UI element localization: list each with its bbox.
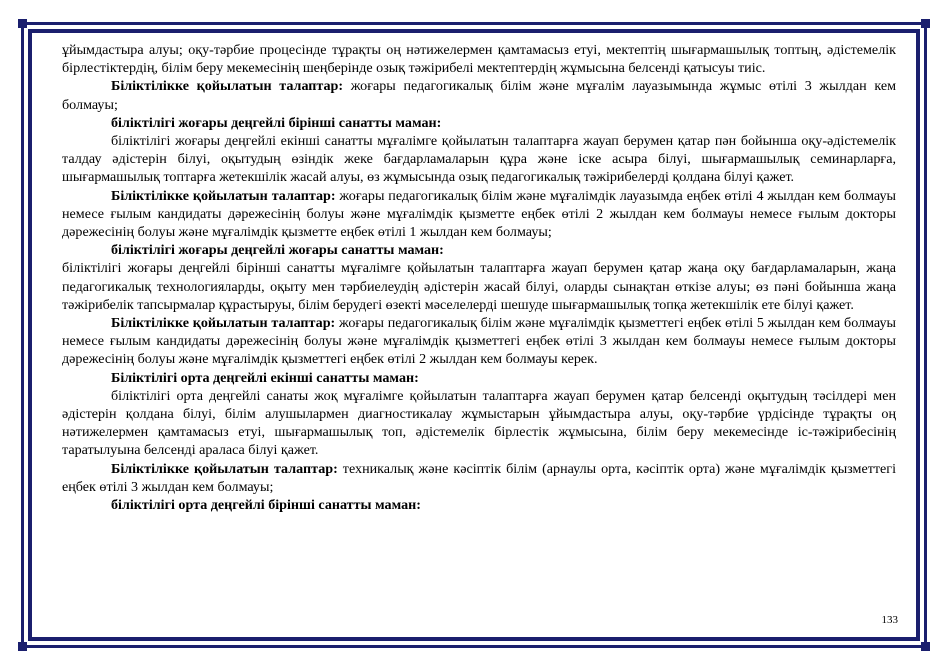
- requirements-paragraph: [62, 314, 896, 369]
- section-heading: біліктілігі орта деңгейлі бірінші санатты маман:: [111, 497, 421, 514]
- requirements-heading: Біліктілікке қойылатын талаптар:: [111, 460, 338, 477]
- requirements-heading: Біліктілікке қойылатын талаптар:: [111, 187, 336, 204]
- requirements-heading: Біліктілікке қойылатын талаптар:: [111, 315, 336, 332]
- page-number: 133: [881, 614, 898, 626]
- section-heading: біліктілігі жоғары деңгейлі жоғары санатты маман:: [111, 242, 444, 259]
- section-heading: Біліктілігі орта деңгейлі екінші санатты маман:: [111, 369, 419, 386]
- section-heading: біліктілігі жоғары деңгейлі бірінші санатты маман:: [111, 114, 442, 131]
- requirements-text: жоғары педагогикалық білім және мұғалімдік қызметтегі еңбек өтілі 5 жылдан кем болмауы немесе ғылым кандидаты дәрежесінің болуы және мұғалімдік қызметтегі еңбек өтілі 3 жылдан кем болмауы немесе ғылым докторы дәрежесінің болуы және мұғалімдік қызметтегі еңбек өтілі 2 жылдан кем болмауы керек.: [62, 315, 896, 368]
- requirements-text: жоғары педагогикалық білім және мұғалім лауазымында жұмыс өтілі 3 жылдан кем болмауы;: [62, 78, 896, 113]
- body-paragraph: біліктілігі жоғары деңгейлі бірінші санатты мұғалімге қойылатын талаптарға жауап берумен қатар жаңа оқу бағдарламаларын, жаңа педагогикалық технологияларды, оқыту мен тәрбиелеудің әдістерін жасай білуі, оларды сынақтан өткізе алуы; өз пәні бойынша жаңа тәжірибелік тапсырмалар құрастыруы, білім берудегі өзекті мәселелерді шешуде шығармашылық топқа жетекшілік ете білуі қажет.: [62, 260, 896, 313]
- corner-ornament: [18, 642, 27, 651]
- body-paragraph: біліктілігі орта деңгейлі санаты жоқ мұғалімге қойылатын талаптарға жауап берумен қатар белсенді оқытудың тәсілдері мен әдістерін қолдана білуі, білім алушылармен диагностикалау жұмыстарын ұйымдастыра алуы, оқу-тәрбие үрдісінде тұрақты оң нәтижелермен қамтамасыз етуі, шығармашылық топ, әдістемелік бірлестік жұмысына, білім беру мекемесінде іс-тәжірибесінің таратылуына белсенді араласа білуі қажет.: [62, 387, 896, 459]
- body-paragraph: біліктілігі жоғары деңгейлі екінші санатты мұғалімге қойылатын талаптарға жауап берумен қатар пән бойынша оқу-әдістемелік талдау әдістерін білуі, оқытудың өзіндік жеке бағдарламаларын құра және іске асыра білуі, шығармашылық семинарларға, шығармашылық топтарға жетекшілік жасай алуы, өз жұмысында озық педагогикалық тәжірибелерді қолдана білуі қажет.: [62, 133, 896, 186]
- corner-ornament: [921, 642, 930, 651]
- requirements-heading: Біліктілікке қойылатын талаптар:: [111, 78, 344, 95]
- paragraph-continuation: ұйымдастыра алуы; оқу-тәрбие процесінде тұрақты оң нәтижелермен қамтамасыз етуі, мектептің шығармашылық топтың, әдістемелік бірлестіктердің, білім беру мекемесінің шеңберінде озық тәжірибелі мектептердің жұмысына белсенді қатысуы тиіс.: [62, 42, 896, 77]
- requirements-text: жоғары педагогикалық білім және мұғалімдік лауазымда еңбек өтілі 4 жылдан кем болмауы немесе ғылым кандидаты дәрежесінің болуы және мұғалімдік қызметте еңбек өтілі 2 жылдан кем болмауы немесе ғылым докторы дәрежесінің болуы және мұғалімдік қызметте еңбек өтілі 1 жылдан кем болмауы;: [62, 187, 896, 241]
- document-body: [62, 41, 896, 514]
- requirements-paragraph: [62, 187, 896, 242]
- corner-ornament: [18, 19, 27, 28]
- requirements-paragraph: [62, 460, 896, 496]
- requirements-paragraph: [62, 77, 896, 113]
- requirements-text: техникалық және кәсіптік білім (арнаулы орта, кәсіптік орта) және мұғалімдік қызметтегі еңбек өтілі 3 жылдан кем болмауы;: [62, 460, 896, 495]
- corner-ornament: [921, 19, 930, 28]
